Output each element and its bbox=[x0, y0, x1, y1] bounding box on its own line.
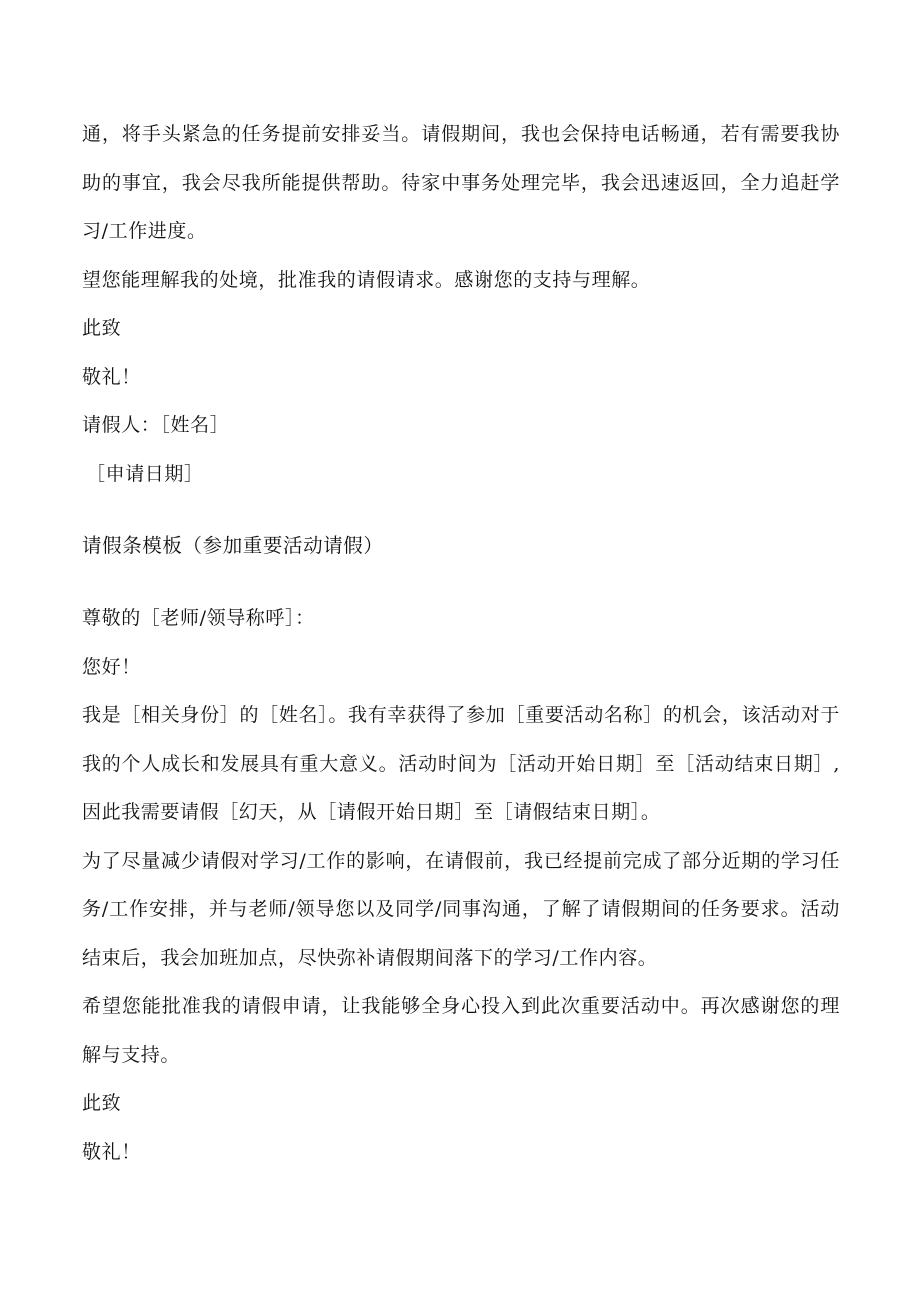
letter2-greeting: 您好！ bbox=[82, 655, 141, 678]
letter1-continued-paragraph: 通，将手头紧急的任务提前安排妥当。请假期间，我也会保持电话畅通，若有需要我协助的事宜，我会尽我所能提供帮助。待家中事务处理完毕，我会迅速返回，全力追赶学习/工作进度。 bbox=[82, 123, 840, 242]
letter2-intro-paragraph: 我是［相关身份］的［姓名］。我有幸获得了参加［重要活动名称］的机会，该活动对于我的个人成长和发展具有重大意义。活动时间为［活动开始日期］至［活动结束日期］,因此我需要请假［幻天，从［请假开始日期］至［请假结束日期］。 bbox=[82, 704, 840, 823]
letter2-request-paragraph: 希望您能批准我的请假申请，让我能够全身心投入到此次重要活动中。再次感谢您的理解与支持。 bbox=[82, 995, 840, 1066]
letter1-signature: 请假人：［姓名］ bbox=[82, 414, 230, 436]
letter2-arrangement-paragraph: 为了尽量减少请假对学习/工作的影响，在请假前，我已经提前完成了部分近期的学习任务/工作安排，并与老师/领导您以及同学/同事沟通，了解了请假期间的任务要求。活动结束后，我会加班加点，尽快弥补请假期间落下的学习/工作内容。 bbox=[82, 849, 840, 969]
letter2-closing-line-2: 敬礼！ bbox=[82, 1140, 141, 1163]
letter1-date: ［申请日期］ bbox=[86, 462, 204, 485]
letter1-closing-line-2: 敬礼！ bbox=[82, 365, 141, 388]
letter2-salutation: 尊敬的［老师/领导称呼］： bbox=[82, 607, 315, 629]
letter1-closing-line-1: 此致 bbox=[82, 317, 122, 339]
letter2-title: 请假条模板（参加重要活动请假） bbox=[82, 534, 384, 557]
letter1-request-paragraph: 望您能理解我的处境，批准我的请假请求。感谢您的支持与理解。 bbox=[82, 268, 651, 291]
letter2-closing-line-1: 此致 bbox=[82, 1092, 122, 1114]
